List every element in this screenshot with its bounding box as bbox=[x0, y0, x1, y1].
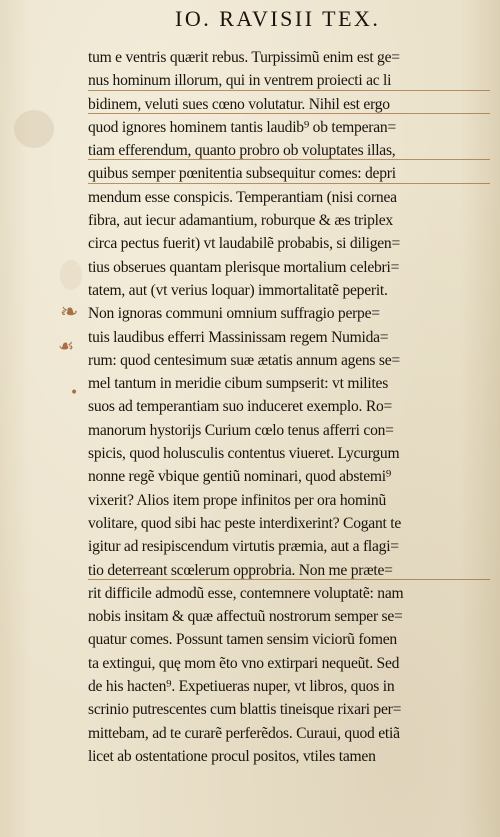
marginal-dot: • bbox=[70, 385, 79, 401]
text-line: Non ignoras communi omnium suffragio perpe= bbox=[88, 305, 380, 323]
text-line: mittebam, ad te curarẽ perferẽdos. Curaui, quod etiã bbox=[88, 724, 400, 742]
text-line: quod ignores hominem tantis laudib⁹ ob temperan= bbox=[88, 118, 396, 136]
text-line: tiam efferendum, quanto probro ob voluptates illas, bbox=[88, 139, 490, 162]
text-line: vixerit? Alios item prope infinitos per ora hominũ bbox=[88, 491, 387, 509]
text-line: mendum esse conspicis. Temperantiam (nisi cornea bbox=[88, 188, 397, 206]
paper-stain-2 bbox=[60, 260, 82, 290]
text-block bbox=[88, 46, 490, 768]
text-line: nobis insitam & quæ affectuũ nostrorum semper se= bbox=[88, 608, 403, 626]
text-line: igitur ad resipiscendum virtutis præmia, aut a flagi= bbox=[88, 538, 399, 556]
text-line: nonne regẽ vbique gentiũ nominari, quod abstemi⁹ bbox=[88, 468, 392, 486]
text-line: suos ad temperantiam suo induceret exemplo. Ro= bbox=[88, 398, 393, 416]
text-line: tuis laudibus efferri Massinissam regem Numida= bbox=[88, 328, 389, 346]
text-line: tius obserues quantam plerisque mortalium celebri= bbox=[88, 258, 400, 276]
text-line: ta extingui, quę mom ẽto vno extirpari nequeũt. Sed bbox=[88, 654, 400, 672]
text-line: de his hacten⁹. Expetiueras nuper, vt libros, quos in bbox=[88, 678, 395, 696]
text-line: fibra, aut iecur adamantium, roburque & æs triplex bbox=[88, 212, 393, 230]
text-line: quatur comes. Possunt tamen sensim viciorũ fomen bbox=[88, 631, 397, 649]
text-line: mel tantum in meridie cibum sumpserit: vt milites bbox=[88, 375, 389, 393]
text-line: spicis, quod holusculis contentus viueret. Lycurgum bbox=[88, 445, 400, 463]
text-line: circa pectus fuerit) vt laudabilẽ probabis, si diligen= bbox=[88, 235, 401, 253]
marginal-note-mark-2: ☙ bbox=[58, 336, 75, 357]
text-line: manorum hystorijs Curium cœlo tenus afferri con= bbox=[88, 421, 394, 439]
text-line: tum e ventris quærit rebus. Turpissimũ enim est ge= bbox=[88, 49, 400, 66]
text-line: rum: quod centesimum suæ ætatis annum agens se= bbox=[88, 351, 400, 369]
running-head: IO. RAVISII TEX. bbox=[175, 6, 381, 31]
text-line: nus hominum illorum, qui in ventrem proiecti ac li bbox=[88, 69, 490, 92]
text-line: tatem, aut (vt verius loquar) immortalitatẽ peperit. bbox=[88, 281, 388, 299]
text-line: volitare, quod sibi hac peste interdixerint? Cogant te bbox=[88, 514, 402, 532]
marginal-note-mark-1: ❧ bbox=[60, 300, 79, 325]
text-line: rit difficile admodũ esse, contemnere voluptatẽ: nam bbox=[88, 584, 404, 602]
text-line: quibus semper pœnitentia subsequitur comes: depri bbox=[88, 162, 490, 185]
text-line: scrinio putrescentes cum blattis tineisque rixari per= bbox=[88, 701, 402, 719]
text-line: licet ab ostentatione procul positos, vtiles tamen bbox=[88, 747, 376, 765]
text-line: bidinem, veluti sues cœno volutatur. Nihil est ergo bbox=[88, 93, 490, 116]
text-line: tio deterreant scœlerum opprobria. Non me præte= bbox=[88, 559, 490, 582]
paper-stain bbox=[14, 110, 54, 148]
